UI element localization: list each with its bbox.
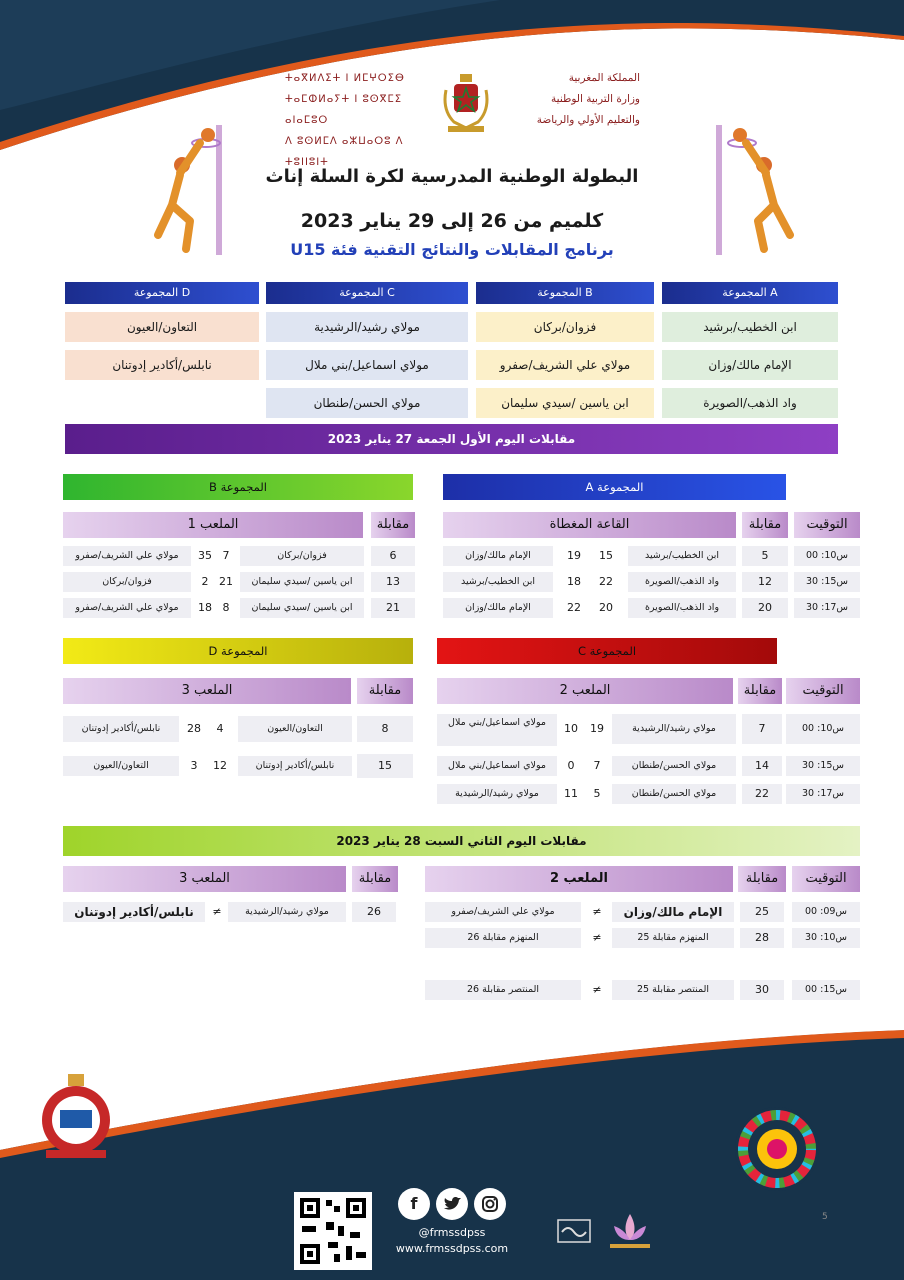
col-match-header: مقابلة xyxy=(738,678,782,704)
home-team: فزوان/بركان xyxy=(240,546,364,566)
match-number: 8 xyxy=(357,716,413,742)
away-team: مولاي علي الشريف/صفرو xyxy=(63,598,191,618)
col-time-header: التوقيت xyxy=(792,866,860,892)
home-score: 8 xyxy=(222,601,230,614)
event-title: البطولة الوطنية المدرسية لكرة السلة إناث xyxy=(265,166,639,187)
col-time-header: التوقيت xyxy=(794,512,860,538)
versus-sign: ≠ xyxy=(592,983,602,996)
page-number: 5 xyxy=(822,1212,828,1222)
away-score: 19 xyxy=(567,549,581,562)
home-score: 4 xyxy=(216,722,224,735)
social-handle[interactable]: @frmssdpss xyxy=(418,1226,486,1239)
away-score: 10 xyxy=(564,722,578,735)
home-score: 20 xyxy=(599,601,613,614)
home-team: التعاون/العيون xyxy=(238,716,352,742)
match-time: س17: 30 xyxy=(794,598,860,618)
venue-hall-header: القاعة المغطاة xyxy=(443,512,736,538)
group-d-header: المجموعة D xyxy=(65,282,259,304)
home-team: الإمام مالك/وزان xyxy=(612,902,734,922)
event-dates: كلميم من 26 إلى 29 يناير 2023 xyxy=(300,210,604,232)
tifinagh-line-1: ⵜⴰⴳⵍⴷⵉⵜ ⵏ ⵍⵎⵖⵔⵉⴱ xyxy=(285,73,405,84)
home-team: مولاي الحسن/طنطان xyxy=(612,756,736,776)
home-score: 22 xyxy=(599,575,613,588)
match-number: 6 xyxy=(371,546,415,566)
group-c-header: المجموعة C xyxy=(266,282,468,304)
home-team: نابلس/أكادير إدوتنان xyxy=(238,756,352,776)
day1-group-a-header: المجموعة A xyxy=(443,474,786,500)
tifinagh-line-2: ⵜⴰⵎⵀⵍⴰⵢⵜ ⵏ ⵓⵙⴳⵎⵉ ⴰⵏⴰⵎⵓⵔ xyxy=(285,94,403,126)
away-team: مولاي اسماعيل/بني ملال xyxy=(437,756,557,776)
match-time: س09: 00 xyxy=(792,902,860,922)
versus-sign: ≠ xyxy=(592,931,602,944)
home-score: 21 xyxy=(219,575,233,588)
away-team: التعاون/العيون xyxy=(63,756,179,776)
group-d-team: التعاون/العيون xyxy=(65,312,259,342)
away-team: نابلس/أكادير إدوتنان xyxy=(63,716,179,742)
match-time: س15: 30 xyxy=(794,572,860,592)
col-match-header: مقابلة xyxy=(371,512,415,538)
versus-sign: ≠ xyxy=(592,905,602,918)
venue-court3-header: الملعب 3 xyxy=(63,866,346,892)
match-time: س10: 00 xyxy=(794,546,860,566)
group-a-team: الإمام مالك/وزان xyxy=(662,350,838,380)
away-score: 0 xyxy=(567,759,575,772)
home-team: مولاي رشيد/الرشيدية xyxy=(612,714,736,744)
facebook-icon[interactable]: f xyxy=(398,1188,430,1220)
tifinagh-line-3: ⴷ ⵓⵙⵍⵎⴷ ⴰⵣⵡⴰⵔⵓ ⴷ ⵜⵓⵏⵏⵓⵏⵜ xyxy=(285,136,404,168)
instagram-icon[interactable] xyxy=(474,1188,506,1220)
basketball-player-right-icon xyxy=(710,125,800,255)
basketball-player-left-icon xyxy=(150,125,240,255)
day1-banner: مقابلات اليوم الأول الجمعة 27 يناير 2023 xyxy=(65,424,838,454)
group-b-team: مولاي علي الشريف/صفرو xyxy=(476,350,654,380)
home-team: مولاي الحسن/طنطان xyxy=(612,784,736,804)
away-team: مولاي رشيد/الرشيدية xyxy=(437,784,557,804)
spacer xyxy=(0,40,904,50)
away-team: فزوان/بركان xyxy=(63,572,191,592)
day1-group-d-header: المجموعة D xyxy=(63,638,413,664)
away-score: 18 xyxy=(567,575,581,588)
program-subtitle: برنامج المقابلات والنتائج التقنية فئة U15 xyxy=(290,240,614,259)
day2-banner: مقابلات اليوم الثاني السبت 28 يناير 2023 xyxy=(63,826,860,856)
match-time: س10: 30 xyxy=(792,928,860,948)
home-team: المنهزم مقابلة 25 xyxy=(612,928,734,948)
home-team: مولاي رشيد/الرشيدية xyxy=(228,902,346,922)
venue-court2-header: الملعب 2 xyxy=(425,866,733,892)
match-number: 30 xyxy=(740,980,784,1000)
match-number: 20 xyxy=(742,598,788,618)
match-number: 25 xyxy=(740,902,784,922)
twitter-icon[interactable] xyxy=(436,1188,468,1220)
home-team: ابن ياسين /سيدي سليمان xyxy=(240,572,364,592)
ministry-line-2: وزارة التربية الوطنية xyxy=(551,93,640,105)
qr-code-icon[interactable] xyxy=(294,1192,372,1270)
ministry-line-3: والتعليم الأولي والرياضة xyxy=(536,114,640,126)
versus-sign: ≠ xyxy=(212,905,222,918)
venue-court2-header: الملعب 2 xyxy=(437,678,733,704)
group-c-team: مولاي اسماعيل/بني ملال xyxy=(266,350,468,380)
royal-emblem-icon xyxy=(438,70,494,138)
away-team: المنهزم مقابلة 26 xyxy=(425,928,581,948)
col-match-header: مقابلة xyxy=(352,866,398,892)
calligraphy-logo-icon xyxy=(556,1212,592,1248)
away-team: المنتصر مقابلة 26 xyxy=(425,980,581,1000)
home-score: 12 xyxy=(213,759,227,772)
away-score: 35 xyxy=(198,549,212,562)
day1-group-b-header: المجموعة B xyxy=(63,474,413,500)
ministry-line-1: المملكة المغربية xyxy=(568,72,640,84)
col-time-header: التوقيت xyxy=(786,678,860,704)
home-team: واد الذهب/الصويرة xyxy=(628,572,736,592)
home-team: واد الذهب/الصويرة xyxy=(628,598,736,618)
match-number: 22 xyxy=(742,784,782,804)
away-score: 11 xyxy=(564,787,578,800)
away-team: ابن الخطيب/برشيد xyxy=(443,572,553,592)
home-score: 5 xyxy=(593,787,601,800)
away-team: مولاي علي الشريف/صفرو xyxy=(63,546,191,566)
group-c-team: مولاي رشيد/الرشيدية xyxy=(266,312,468,342)
group-b-header: المجموعة B xyxy=(476,282,654,304)
venue-court1-header: الملعب 1 xyxy=(63,512,363,538)
home-score: 15 xyxy=(599,549,613,562)
away-team: مولاي اسماعيل/بني ملال xyxy=(437,714,557,746)
federation-emblem-icon xyxy=(36,1070,116,1162)
lotus-logo-icon xyxy=(604,1208,656,1252)
away-team: نابلس/أكادير إدوتنان xyxy=(63,902,205,922)
match-time: س10: 00 xyxy=(786,714,860,744)
away-score: 18 xyxy=(198,601,212,614)
col-match-header: مقابلة xyxy=(738,866,786,892)
match-time: س17: 30 xyxy=(786,784,860,804)
group-a-team: واد الذهب/الصويرة xyxy=(662,388,838,418)
group-b-team: فزوان/بركان xyxy=(476,312,654,342)
match-number: 12 xyxy=(742,572,788,592)
match-number: 21 xyxy=(371,598,415,618)
away-team: مولاي علي الشريف/صفرو xyxy=(425,902,581,922)
group-a-team: ابن الخطيب/برشيد xyxy=(662,312,838,342)
home-team: ابن الخطيب/برشيد xyxy=(628,546,736,566)
group-d-team: نابلس/أكادير إدوتنان xyxy=(65,350,259,380)
home-score: 7 xyxy=(593,759,601,772)
away-score: 2 xyxy=(201,575,209,588)
group-c-team: مولاي الحسن/طنطان xyxy=(266,388,468,418)
match-number: 15 xyxy=(357,754,413,778)
match-time: س15: 00 xyxy=(792,980,860,1000)
match-number: 28 xyxy=(740,928,784,948)
sdg-wheel-icon xyxy=(732,1104,822,1194)
group-a-header: المجموعة A xyxy=(662,282,838,304)
match-time: س15: 30 xyxy=(786,756,860,776)
venue-court3-header: الملعب 3 xyxy=(63,678,351,704)
ministry-name-tifinagh xyxy=(285,68,435,173)
home-score: 7 xyxy=(222,549,230,562)
footer-white-area xyxy=(0,1030,904,1110)
day1-group-c-header: المجموعة C xyxy=(437,638,777,664)
home-team: ابن ياسين /سيدي سليمان xyxy=(240,598,364,618)
match-number: 26 xyxy=(352,902,396,922)
away-score: 28 xyxy=(187,722,201,735)
ministry-name-arabic xyxy=(480,68,640,131)
match-number: 13 xyxy=(371,572,415,592)
home-team: المنتصر مقابلة 25 xyxy=(612,980,734,1000)
away-team: الإمام مالك/وزان xyxy=(443,598,553,618)
away-score: 3 xyxy=(190,759,198,772)
home-score: 19 xyxy=(590,722,604,735)
website-url[interactable]: www.frmssdpss.com xyxy=(395,1242,509,1255)
match-number: 7 xyxy=(742,714,782,744)
away-score: 22 xyxy=(567,601,581,614)
group-b-team: ابن ياسين /سيدي سليمان xyxy=(476,388,654,418)
away-team: الإمام مالك/وزان xyxy=(443,546,553,566)
col-match-header: مقابلة xyxy=(357,678,413,704)
match-number: 14 xyxy=(742,756,782,776)
col-match-header: مقابلة xyxy=(742,512,788,538)
match-number: 5 xyxy=(742,546,788,566)
